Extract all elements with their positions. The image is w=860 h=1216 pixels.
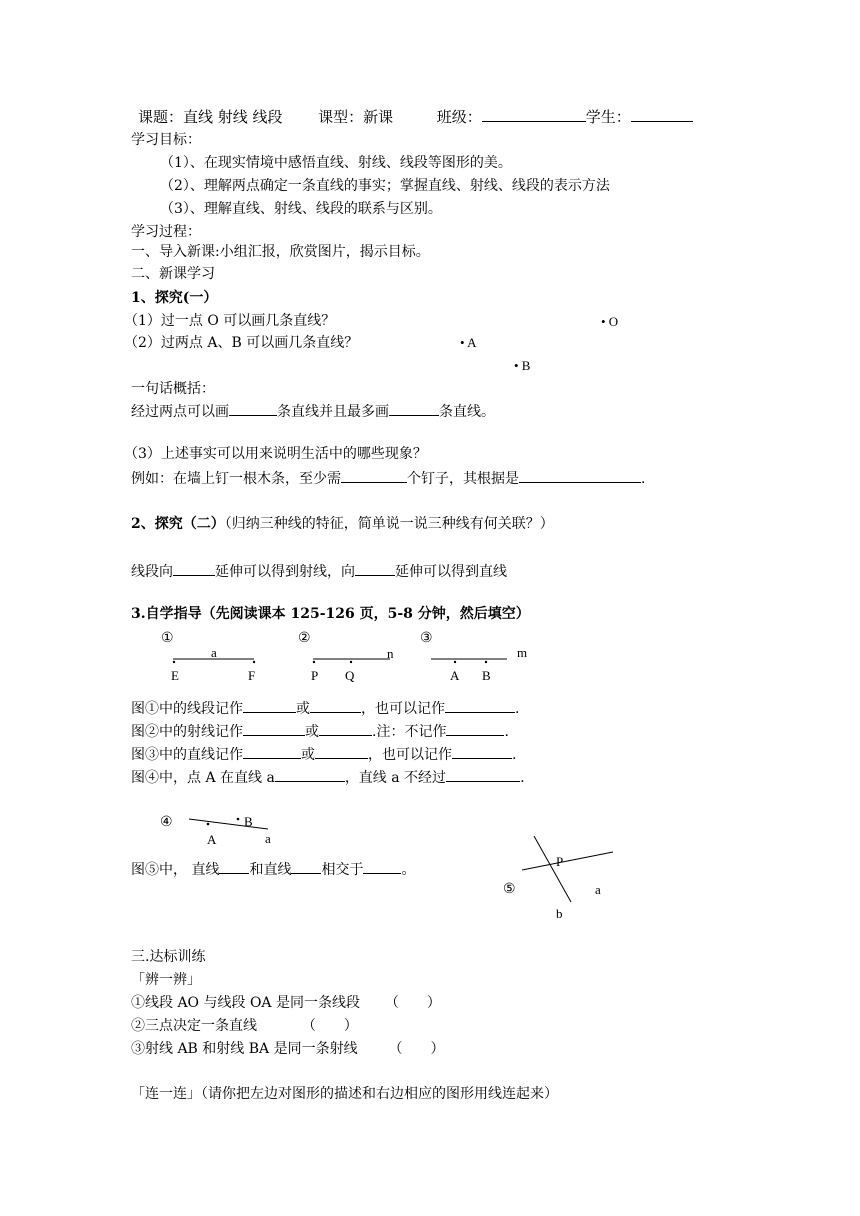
fill5-blank-2[interactable] <box>291 859 321 874</box>
topic-label: 课题：直线 射线 线段 <box>138 108 283 126</box>
judge-answer-box[interactable]: （ ） <box>384 995 441 1011</box>
judge-item-text: ②三点决定一条直线 <box>131 1018 257 1034</box>
fill5-blank-1[interactable] <box>219 859 249 874</box>
fill2-blank-2[interactable] <box>319 721 372 736</box>
judge-answer-box[interactable]: （ ） <box>388 1041 445 1057</box>
explore2-text-b: 延伸可以得到射线，向 <box>215 564 355 580</box>
fig4-label-a-line: a <box>265 831 271 846</box>
student-label: 学生： <box>585 108 631 126</box>
fill5-blank-3[interactable] <box>363 859 401 874</box>
fill1-text-d: . <box>515 701 520 717</box>
process-intro: 一、导入新课:小组汇报，欣赏图片，揭示目标。 <box>131 244 430 260</box>
fill2-text-b: 或 <box>305 724 319 740</box>
fill3-text-a: 图③中的直线记作 <box>131 747 243 763</box>
fill3-text-c: ，也可以记作 <box>368 747 452 763</box>
judge-title: 「辨一辨」 <box>131 972 201 988</box>
fig-num-5: ⑤ <box>503 881 516 897</box>
connect-line <box>131 1085 558 1103</box>
fig1-label-f: F <box>248 668 256 683</box>
goal-item: （1）、在现实情境中感悟直线、射线、线段等图形的美。 <box>160 155 512 171</box>
fig1-label-e: E <box>171 668 179 683</box>
point-a: • A <box>460 335 477 350</box>
judge-item-text: ③射线 AB 和射线 BA 是同一条射线 <box>131 1041 358 1057</box>
fill4-text-c: . <box>520 770 525 786</box>
self-study-title: 3.自学指导（先阅读课本 125-126 页，5-8 分钟，然后填空） <box>131 606 530 622</box>
point-a4-dot <box>207 823 210 826</box>
fig-num-1: ① <box>161 630 174 646</box>
fig3-label-b: B <box>482 668 491 683</box>
summary-text-b: 条直线并且最多画 <box>277 404 389 420</box>
fig-num-2: ② <box>298 630 311 646</box>
line-a-fig4 <box>189 819 268 829</box>
explore2-text-a: 线段向 <box>131 564 173 580</box>
question-2: （2）过两点 A、B 可以画几条直线？ <box>124 335 359 351</box>
fill4-text-b: ，直线 a 不经过 <box>344 770 447 786</box>
fill4-text-a: 图④中，点 A 在直线 a <box>131 770 275 786</box>
goal-item: （3）、理解直线、射线、线段的联系与区别。 <box>160 201 442 217</box>
fill2-text-c: .注：不记作 <box>372 724 447 740</box>
summary-title: 一句话概括： <box>131 381 215 397</box>
fig5-label-p: P <box>556 854 564 869</box>
fill3-blank-3[interactable] <box>452 744 512 759</box>
fill2-blank-3[interactable] <box>446 721 504 736</box>
point-e-dot <box>173 661 175 663</box>
line-a-fig5 <box>522 852 613 870</box>
fill5-text-b: 和直线 <box>249 862 292 878</box>
example-text-c: . <box>641 471 646 487</box>
connect-title: 「连一连」 <box>131 1086 201 1102</box>
point-b3-dot <box>485 661 487 663</box>
fig2-label-p: P <box>311 668 319 683</box>
practice-title: 三.达标训练 <box>131 949 206 965</box>
line-b-fig5 <box>534 836 571 902</box>
fill-row-1 <box>131 698 519 718</box>
fig-num-3: ③ <box>420 630 433 646</box>
explore2-desc: （归纳三种线的特征，简单说一说三种线有何关联？） <box>224 516 554 532</box>
fill2-text-a: 图②中的射线记作 <box>131 724 243 740</box>
example-text-b: 个钉子，其根据是 <box>407 471 519 487</box>
fill2-blank-1[interactable] <box>243 721 305 736</box>
fig4-label-a-point: A <box>207 832 217 847</box>
goals-title: 学习目标： <box>131 132 201 148</box>
fill1-text-b: 或 <box>296 701 310 717</box>
fill1-text-a: 图①中的线段记作 <box>131 701 243 717</box>
point-q-dot <box>350 661 352 663</box>
judge-item-text: ①线段 AO 与线段 OA 是同一条线段 <box>131 995 360 1011</box>
fill3-text-d: . <box>512 747 517 763</box>
fill5-text-d: 。 <box>401 862 416 878</box>
fill-row-2 <box>131 721 509 741</box>
fig-num-4: ④ <box>160 814 173 830</box>
fill1-text-c: ，也可以记作 <box>361 701 445 717</box>
summary-text-a: 经过两点可以画 <box>131 404 229 420</box>
fig2-label-q: Q <box>345 668 355 683</box>
fig2-label-n: n <box>387 646 394 661</box>
fill1-blank-1[interactable] <box>243 698 296 713</box>
goal-item: （2）、理解两点确定一条直线的事实；掌握直线、射线、线段的表示方法 <box>160 178 610 194</box>
fig1-label-a: a <box>211 645 217 660</box>
section-new-lesson: 二、新课学习 <box>131 266 215 282</box>
judge-item <box>131 1040 445 1058</box>
fill5-text-c: 相交于 <box>321 862 364 878</box>
point-p-dot <box>313 661 315 663</box>
fill-row-4 <box>131 767 525 787</box>
connect-desc: （请你把左边对图形的描述和右边相应的图形用线连起来） <box>201 1086 558 1102</box>
type-label: 课型：新课 <box>318 108 394 126</box>
process-title: 学习过程： <box>131 224 201 240</box>
point-o: • O <box>601 314 619 329</box>
question-1: （1）过一点 O 可以画几条直线？ <box>124 313 336 329</box>
fill4-blank-2[interactable] <box>446 767 520 782</box>
summary-text-c: 条直线。 <box>439 404 495 420</box>
fill1-blank-3[interactable] <box>445 698 515 713</box>
fill3-text-b: 或 <box>301 747 315 763</box>
point-b4-dot <box>237 818 240 821</box>
point-f-dot <box>253 661 255 663</box>
point-a3-dot <box>454 661 456 663</box>
explore2-text-c: 延伸可以得到直线 <box>395 564 507 580</box>
judge-item <box>131 994 441 1012</box>
fig4-label-b: B <box>244 814 253 829</box>
judge-item <box>131 1017 358 1035</box>
fig3-label-a: A <box>450 668 460 683</box>
fig5-label-a: a <box>595 882 601 897</box>
fill2-text-d: . <box>504 724 509 740</box>
fill4-blank-1[interactable] <box>275 767 345 782</box>
fig3-label-m: m <box>517 645 528 660</box>
explore1-title: 1、探究(一） <box>131 290 218 306</box>
question-3: （3）上述事实可以用来说明生活中的哪些现象？ <box>124 446 427 462</box>
fill3-blank-2[interactable] <box>315 744 368 759</box>
explore2-title: 2、探究（二） <box>131 516 225 532</box>
judge-answer-box[interactable]: （ ） <box>301 1018 358 1034</box>
fig5-label-b: b <box>556 906 563 921</box>
point-b: • B <box>514 358 531 373</box>
fill3-blank-1[interactable] <box>243 744 301 759</box>
class-label: 班级： <box>436 108 482 126</box>
fill5-text-a: 图⑤中， 直线 <box>131 862 220 878</box>
fill-row-3 <box>131 744 516 764</box>
fill1-blank-2[interactable] <box>310 698 361 713</box>
example-text-a: 例如：在墙上钉一根木条，至少需 <box>131 471 341 487</box>
fill-row-5 <box>131 859 415 879</box>
